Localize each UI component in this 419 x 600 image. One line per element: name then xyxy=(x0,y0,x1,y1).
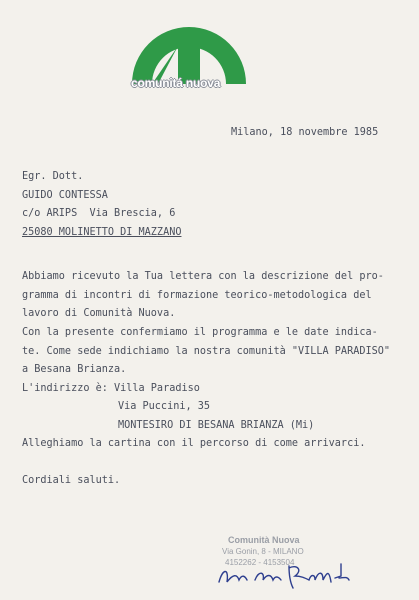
recipient-city: 25080 MOLINETTO DI MAZZANO xyxy=(22,227,182,238)
body-line: Alleghiamo la cartina con il percorso di come arrivarci. xyxy=(22,438,366,449)
letter-date: Milano, 18 novembre 1985 xyxy=(231,127,379,138)
address-intro-line: L'indirizzo è: Villa Paradiso xyxy=(22,383,200,394)
body-line: Abbiamo ricevuto la Tua lettera con la descrizione del pro- xyxy=(22,271,384,282)
logo-wordmark: comunitá nuova xyxy=(131,76,221,90)
handwritten-signature xyxy=(215,556,365,592)
body-line: Con la presente confermiamo il programma e le date indica- xyxy=(22,327,378,338)
recipient-address: c/o ARIPS Via Brescia, 6 xyxy=(22,208,176,219)
stamp-address: Via Gonin, 8 - MILANO xyxy=(222,547,304,556)
stamp-name: Comunità Nuova xyxy=(228,535,300,545)
address-street: Via Puccini, 35 xyxy=(118,401,211,412)
closing: Cordiali saluti. xyxy=(22,475,121,486)
body-line: a Besana Brianza. xyxy=(22,364,127,375)
recipient-name: GUIDO CONTESSA xyxy=(22,190,108,201)
address-town: MONTESIRO DI BESANA BRIANZA (Mi) xyxy=(118,420,315,431)
body-line: lavoro di Comunità Nuova. xyxy=(22,308,176,319)
salutation: Egr. Dott. xyxy=(22,171,84,182)
stamp-phone: 4152262 - 4153504 xyxy=(225,558,295,567)
body-line: te. Come sede indichiamo la nostra comunità "VILLA PARADISO" xyxy=(22,346,391,357)
body-line: gramma di incontri di formazione teorico-metodologica del xyxy=(22,290,372,301)
